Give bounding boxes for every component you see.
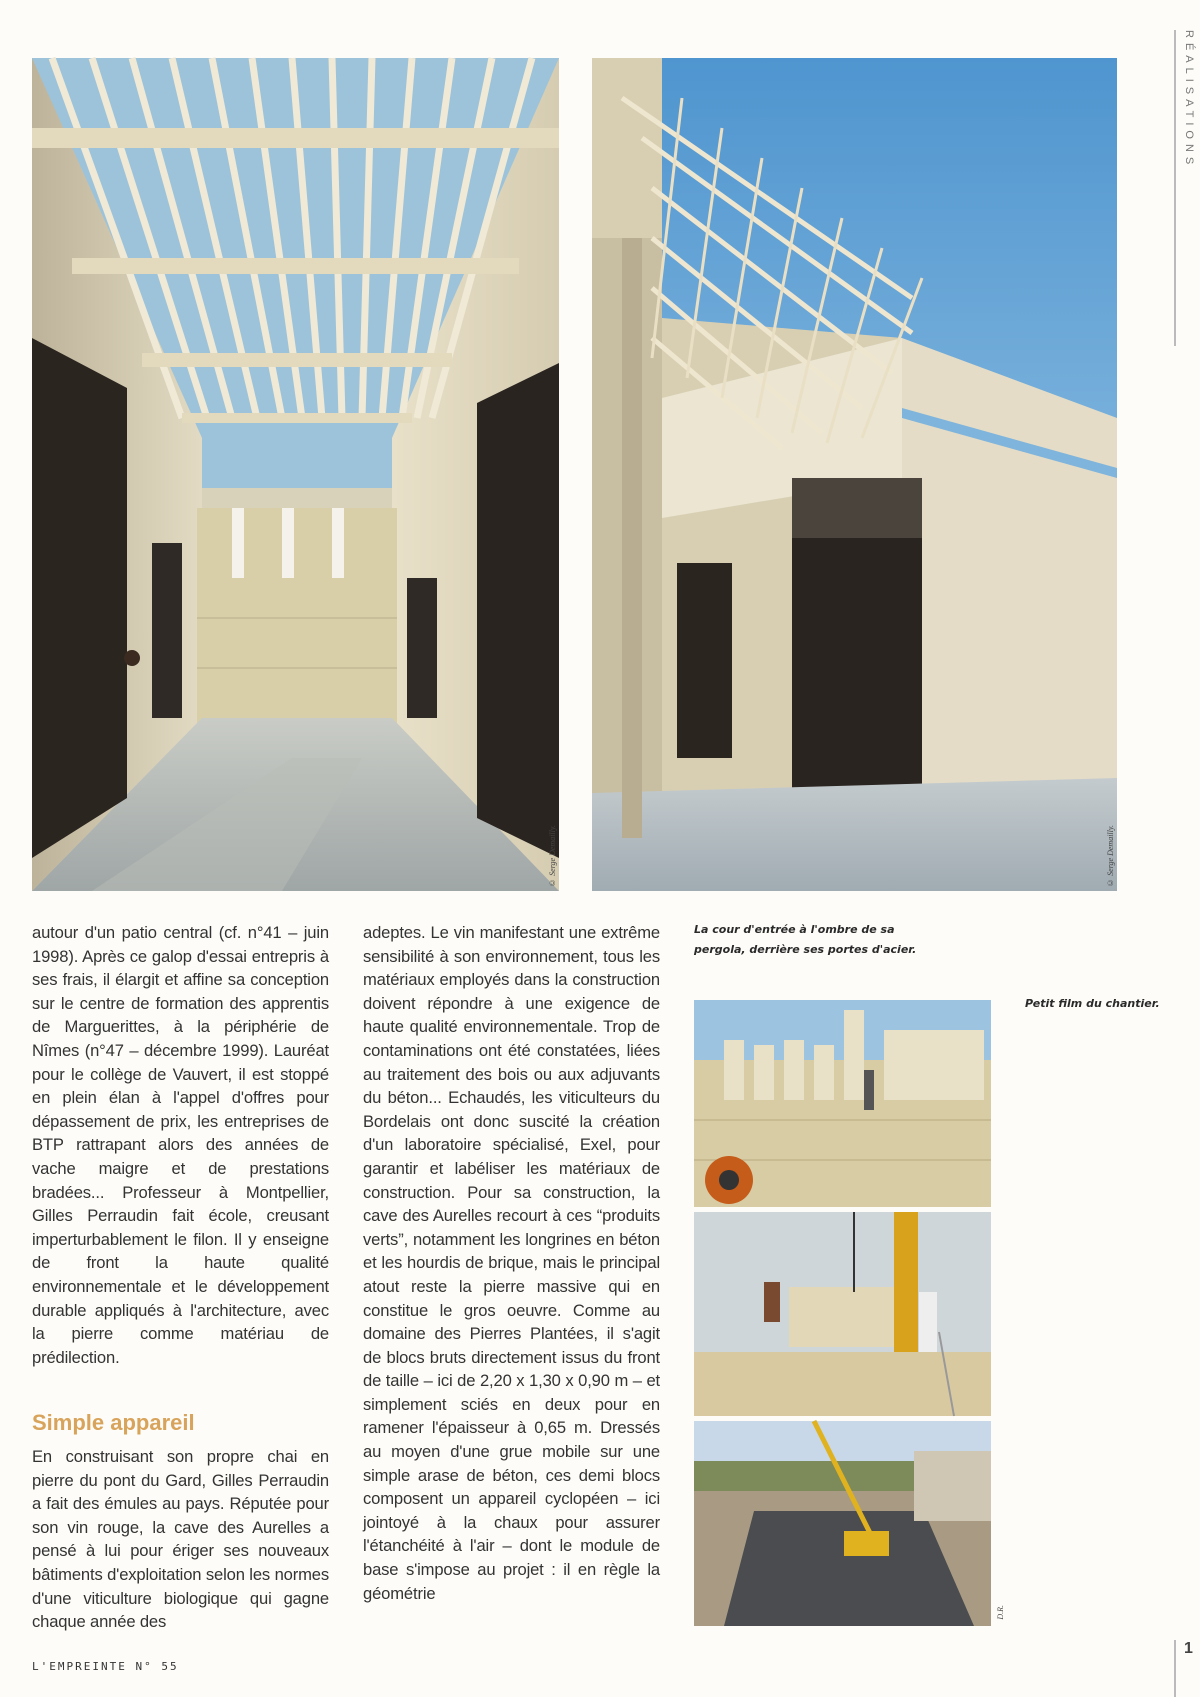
caption-site: Petit film du chantier.	[1025, 997, 1160, 1010]
photo-site-wall	[694, 1000, 991, 1207]
section-tag: RÉALISATIONS	[1183, 30, 1195, 170]
article-column-1	[32, 921, 329, 1369]
section-rule	[1174, 30, 1176, 346]
photo-entrance-court	[592, 58, 1117, 891]
caption-main: La cour d'entrée à l'ombre de sa pergola, derrière ses portes d'acier.	[694, 923, 917, 956]
article-paragraph: En construisant son propre chai en pierre du pont du Gard, Gilles Perraudin a fait des émules au pays. Réputée pour son vin rouge, la cave des Aurelles a pensé à lui pour ériger ses nouveaux bâtiments d'exploitation selon les normes d'une viticulture biologique qui gagne chaque année des	[32, 1447, 329, 1632]
section-heading: Simple appareil	[32, 1410, 195, 1435]
photo-credit: D.R.	[996, 1605, 1005, 1620]
photo-site-crane-lift	[694, 1212, 991, 1416]
article-column-1-section	[32, 1445, 329, 1634]
article-paragraph: adeptes. Le vin manifestant une extrême sensibilité à son environnement, tous les matériaux employés dans la construction doivent répondre à une exigence de haute qualité environnementale. Trop de contaminations ont été constatées, liées au traitement des bois ou aux adjuvants du béton... Echaudés, les viticulteurs du Bordelais ont donc suscité la création d'un laboratoire spécialisé, Exel, pour garantir et labéliser les matériaux de construction. Pour sa construction, la cave des Aurelles recourt à ces “produits verts”, notamment les longrines en béton et les hourdis de brique, mais le principal atout reste la pierre massive qui en constitue le gros oeuvre. Comme au domaine des Pierres Plantées, il s'agit de blocs bruts directement issus du front de taille – ici de 2,20 x 1,30 x 0,90 m – et simplement sciés en deux pour en ramener l'épaisseur à 0,65 m. Dressés au moyen d'une grue mobile sur une simple arase de béton, ces demi blocs composent un appareil cyclopéen – ici jointoyé à la chaux pour assurer l'étanchéité à l'air – dont le module de base s'impose au projet : il en règle la géométrie	[363, 923, 660, 1603]
photo-patio-pergola	[32, 58, 559, 891]
page-number: 1	[1184, 1640, 1193, 1657]
magazine-footer: L'EMPREINTE N° 55	[32, 1660, 179, 1673]
photo-site-aerial	[694, 1421, 1005, 1626]
article-column-2	[363, 921, 660, 1605]
photo-credit: © Serge Demailly.	[548, 825, 557, 887]
footer-rule	[1174, 1640, 1176, 1697]
article-paragraph: autour d'un patio central (cf. n°41 – juin 1998). Après ce galop d'essai entrepris à ses frais, il élargit et affine sa conception sur le centre de formation des apprentis de Marguerittes, à la périphérie de Nîmes (n°47 – décembre 1999). Lauréat pour le collège de Vauvert, il est stoppé en plein élan à l'appel d'offres pour dépassement de prix, les entreprises de BTP rattrapant alors des années de vache maigre et de prestations bradées... Professeur à Montpellier, Gilles Perraudin fait école, creusant imperturbablement le filon. Il y enseigne de front la haute qualité environnementale et le développement durable appliqués à l'architecture, avec la pierre comme matériau de prédilection.	[32, 923, 329, 1367]
photo-credit: © Serge Demailly.	[1106, 825, 1115, 887]
